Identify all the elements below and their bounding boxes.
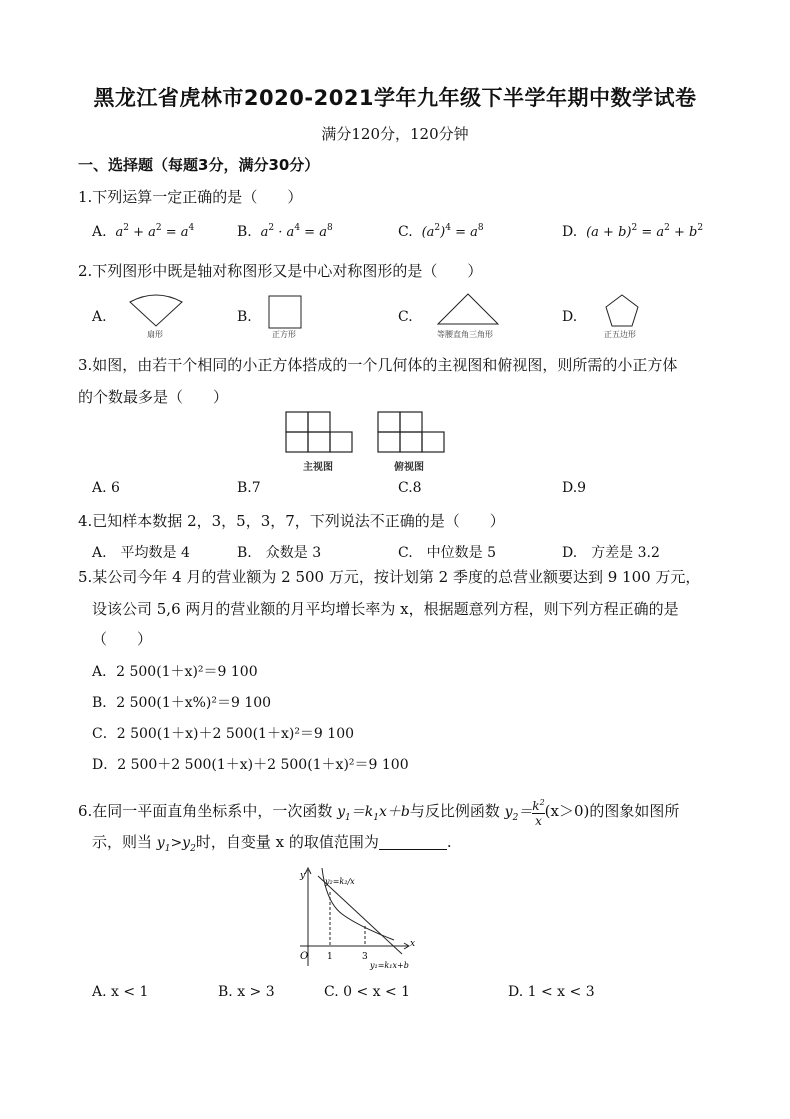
q1-d-label: D. [562, 224, 578, 240]
q2-b-label: B. [237, 309, 252, 325]
q1-option-a [92, 223, 194, 240]
y1-label: y₁=k₁x+b [370, 961, 409, 970]
q4-option-d: D. 方差是 3.2 [562, 545, 660, 561]
q6-stem-line2 [92, 831, 452, 854]
q5-stem-line2: 设该公司 5,6 两月的营业额的月平均增长率为 x，根据题意列方程，则下列方程正确的是 [92, 600, 679, 618]
q5-stem-line1: 5.某公司今年 4 月的营业额为 2 500 万元，按计划第 2 季度的总营业额要达到 9 100 万元， [78, 568, 701, 586]
q2-d-label: D. [562, 309, 578, 325]
q4-option-b: B. 众数是 3 [237, 545, 322, 561]
q4-stem: 4.已知样本数据 2，3，5，3，7，下列说法不正确的是（ ） [78, 512, 505, 530]
exam-subtitle: 满分120分，120分钟 [321, 125, 469, 143]
square-caption: 正方形 [272, 330, 296, 339]
q2-a-label: A. [92, 309, 107, 325]
y2-label: y₂=k₂/x [325, 877, 355, 886]
pentagon-figure [604, 293, 640, 329]
q6-text-5: 时，自变量 x 的取值范围为 [195, 833, 379, 851]
q6-text-4: 示，则当 [92, 833, 153, 851]
q6-option-c: C. 0 < x < 1 [324, 984, 411, 1000]
q1-stem: 1.下列运算一定正确的是（ ） [78, 188, 303, 206]
q3-stem-line1: 3.如图，由若干个相同的小正方体搭成的一个几何体的主视图和俯视图，则所需的小正方体 [78, 356, 678, 374]
q3-option-a: A. 6 [92, 480, 120, 496]
square-figure [266, 294, 306, 330]
triangle-caption: 等腰直角三角形 [437, 330, 493, 339]
top-view-caption: 俯视图 [394, 462, 424, 473]
front-view-figure [284, 410, 356, 454]
q5-option-c: C．2 500(1＋x)＋2 500(1＋x)²＝9 100 [92, 726, 355, 742]
q6-condition-expr: $y_1>y_2$ [156, 835, 196, 854]
q4-option-a: A. 平均数是 4 [92, 545, 190, 561]
sector-caption: 扇形 [147, 330, 163, 339]
front-view-caption: 主视图 [303, 462, 333, 473]
q3-option-d: D.9 [562, 480, 587, 496]
q1-b-expr: $a^2 \cdot a^4 = a^8$ [260, 223, 333, 240]
q3-option-c: C.8 [398, 480, 422, 496]
q4-option-c: C. 中位数是 5 [398, 545, 497, 561]
q1-c-label: C. [398, 224, 413, 240]
exam-title: 黑龙江省虎林市2020-2021学年九年级下半学年期中数学试卷 [93, 86, 697, 110]
q1-c-expr: $(a^2)^4 = a^8$ [421, 223, 484, 240]
q1-b-label: B. [237, 224, 252, 240]
q1-a-expr: $a^2 + a^2 = a^4$ [115, 223, 195, 240]
pentagon-caption: 正五边形 [604, 330, 636, 339]
q6-option-a: A. x < 1 [92, 984, 149, 1000]
q6-inverse-expr: $y_2=$ $\frac{k^2}{x}$ [504, 798, 545, 828]
q6-option-d: D. 1 < x < 3 [508, 984, 595, 1000]
q2-c-label: C. [398, 309, 413, 325]
q1-option-d [562, 223, 703, 240]
tick-1: 1 [327, 952, 333, 962]
origin-label: O [300, 951, 309, 962]
function-graph [290, 862, 426, 974]
tick-3: 3 [362, 952, 368, 962]
q1-option-b [237, 223, 333, 240]
q6-option-b: B. x > 3 [218, 984, 275, 1000]
q6-text-1: 6.在同一平面直角坐标系中，一次函数 [78, 802, 333, 820]
top-view-figure [376, 410, 448, 454]
x-axis-label: x [410, 939, 416, 949]
q1-option-c [398, 223, 484, 240]
q3-option-b: B.7 [237, 480, 261, 496]
q6-stem-line1 [78, 796, 679, 828]
q1-d-expr: $(a + b)^2 = a^2 + b^2$ [586, 223, 704, 240]
q1-a-label: A. [92, 224, 107, 240]
q6-text-2: 与反比例函数 [409, 802, 500, 820]
q5-option-a: A．2 500(1＋x)²＝9 100 [92, 664, 258, 680]
q6-linear-expr: $y_1=k_1x+b$ [337, 804, 410, 823]
isosceles-right-triangle-figure [436, 292, 500, 328]
q2-stem: 2.下列图形中既是轴对称图形又是中心对称图形的是（ ） [78, 262, 483, 280]
y-axis-label: y [300, 871, 306, 881]
q3-stem-line2: 的个数最多是（ ） [78, 388, 229, 406]
q6-text-6: . [446, 833, 452, 851]
q6-text-3: (x＞0)的图象如图所 [544, 802, 680, 820]
q5-option-b: B．2 500(1＋x%)²＝9 100 [92, 695, 272, 711]
answer-blank[interactable] [379, 835, 447, 850]
linear-line [318, 876, 402, 954]
q5-option-d: D．2 500＋2 500(1＋x)＋2 500(1＋x)²＝9 100 [92, 757, 409, 773]
q5-stem-line3: （ ） [92, 630, 153, 648]
section-heading: 一、选择题（每题3分，满分30分） [78, 156, 320, 174]
